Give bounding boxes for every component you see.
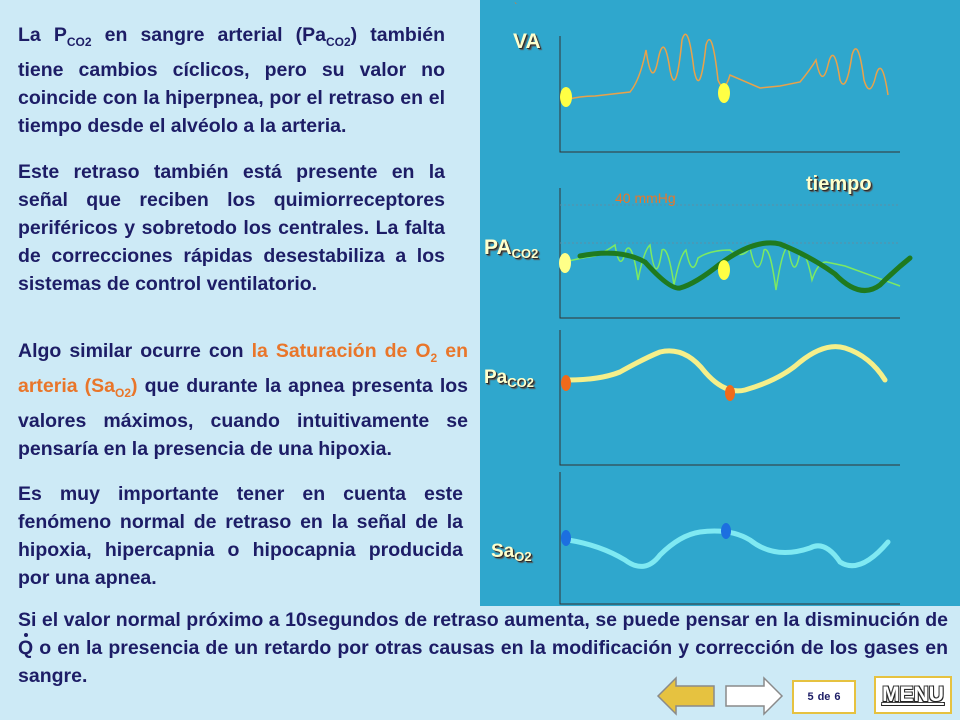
paco2-art-wave [568, 347, 885, 391]
q-dot-symbol: Q [18, 634, 33, 662]
waveform-diagram [480, 0, 960, 606]
paragraph-importante: Es muy importante tener en cuenta este fenómeno normal de retraso en la señal de la hipoxia, hipercapnia o hipocapnia producida por una apnea. [18, 483, 463, 589]
back-arrow-button[interactable] [656, 676, 716, 716]
va-marker-2 [718, 83, 730, 103]
label-paco2-arterial: $Pa_{CO2}$ [484, 367, 534, 390]
paco2-art-marker-2 [725, 385, 735, 401]
paragraph-saturacion: Algo similar ocurre con la Saturación de $O_2$ en arteria $(Sa_{O2})$ que durante la apnea presenta los valores máximos, cuando intuitivamente se pensaría en la presencia de una hipoxia. [18, 340, 469, 460]
back-arrow-icon [658, 678, 714, 714]
svg-text:`: ` [514, 2, 518, 13]
label-va: VA [513, 30, 541, 53]
paco2-art-marker-1 [561, 375, 571, 391]
paco2-alv-dark-wave [580, 243, 910, 291]
menu-button[interactable]: MENU [874, 676, 952, 714]
page-indicator: 5 de 6 [792, 680, 856, 714]
label-paco2-alveolar: $PA_{CO2}$ [484, 236, 539, 261]
label-tiempo: tiempo [806, 173, 872, 195]
sao2-marker-2 [721, 523, 731, 539]
axis-sao2 [560, 472, 900, 604]
forward-arrow-button[interactable] [724, 676, 784, 716]
paragraph-bottom: Si el valor normal próximo a 10segundos de retraso aumenta, se puede pensar en la disminución de Q o en la presencia de un retardo por otras causas en la modificación y corrección de los gases en sangre. [18, 609, 948, 687]
paragraph-retraso: Este retraso también está presente en la señal que reciben los quimiorreceptores periféricos y sobretodo los centrales. La falta de correcciones rápidas desestabiliza a los sistemas de control ventilatorio. [18, 161, 445, 295]
forward-arrow-icon [726, 678, 782, 714]
label-sao2: $Sa_{O2}$ [491, 541, 532, 564]
sao2-marker-1 [561, 530, 571, 546]
paragraph-paco2: La $P_{CO2}$ en sangre arterial $(Pa_{CO2})$ también tiene cambios cíclicos, pero su valor no coincide con la hiperpnea, por el retraso en el tiempo desde el alvéolo a la arteria. [18, 24, 445, 137]
label-40-mmhg: 40 mmHg [615, 190, 676, 206]
diagram-panel [480, 0, 960, 606]
paco2-alv-marker-2 [718, 260, 730, 280]
va-marker-1 [560, 87, 572, 107]
paco2-alv-marker-1 [559, 253, 571, 273]
